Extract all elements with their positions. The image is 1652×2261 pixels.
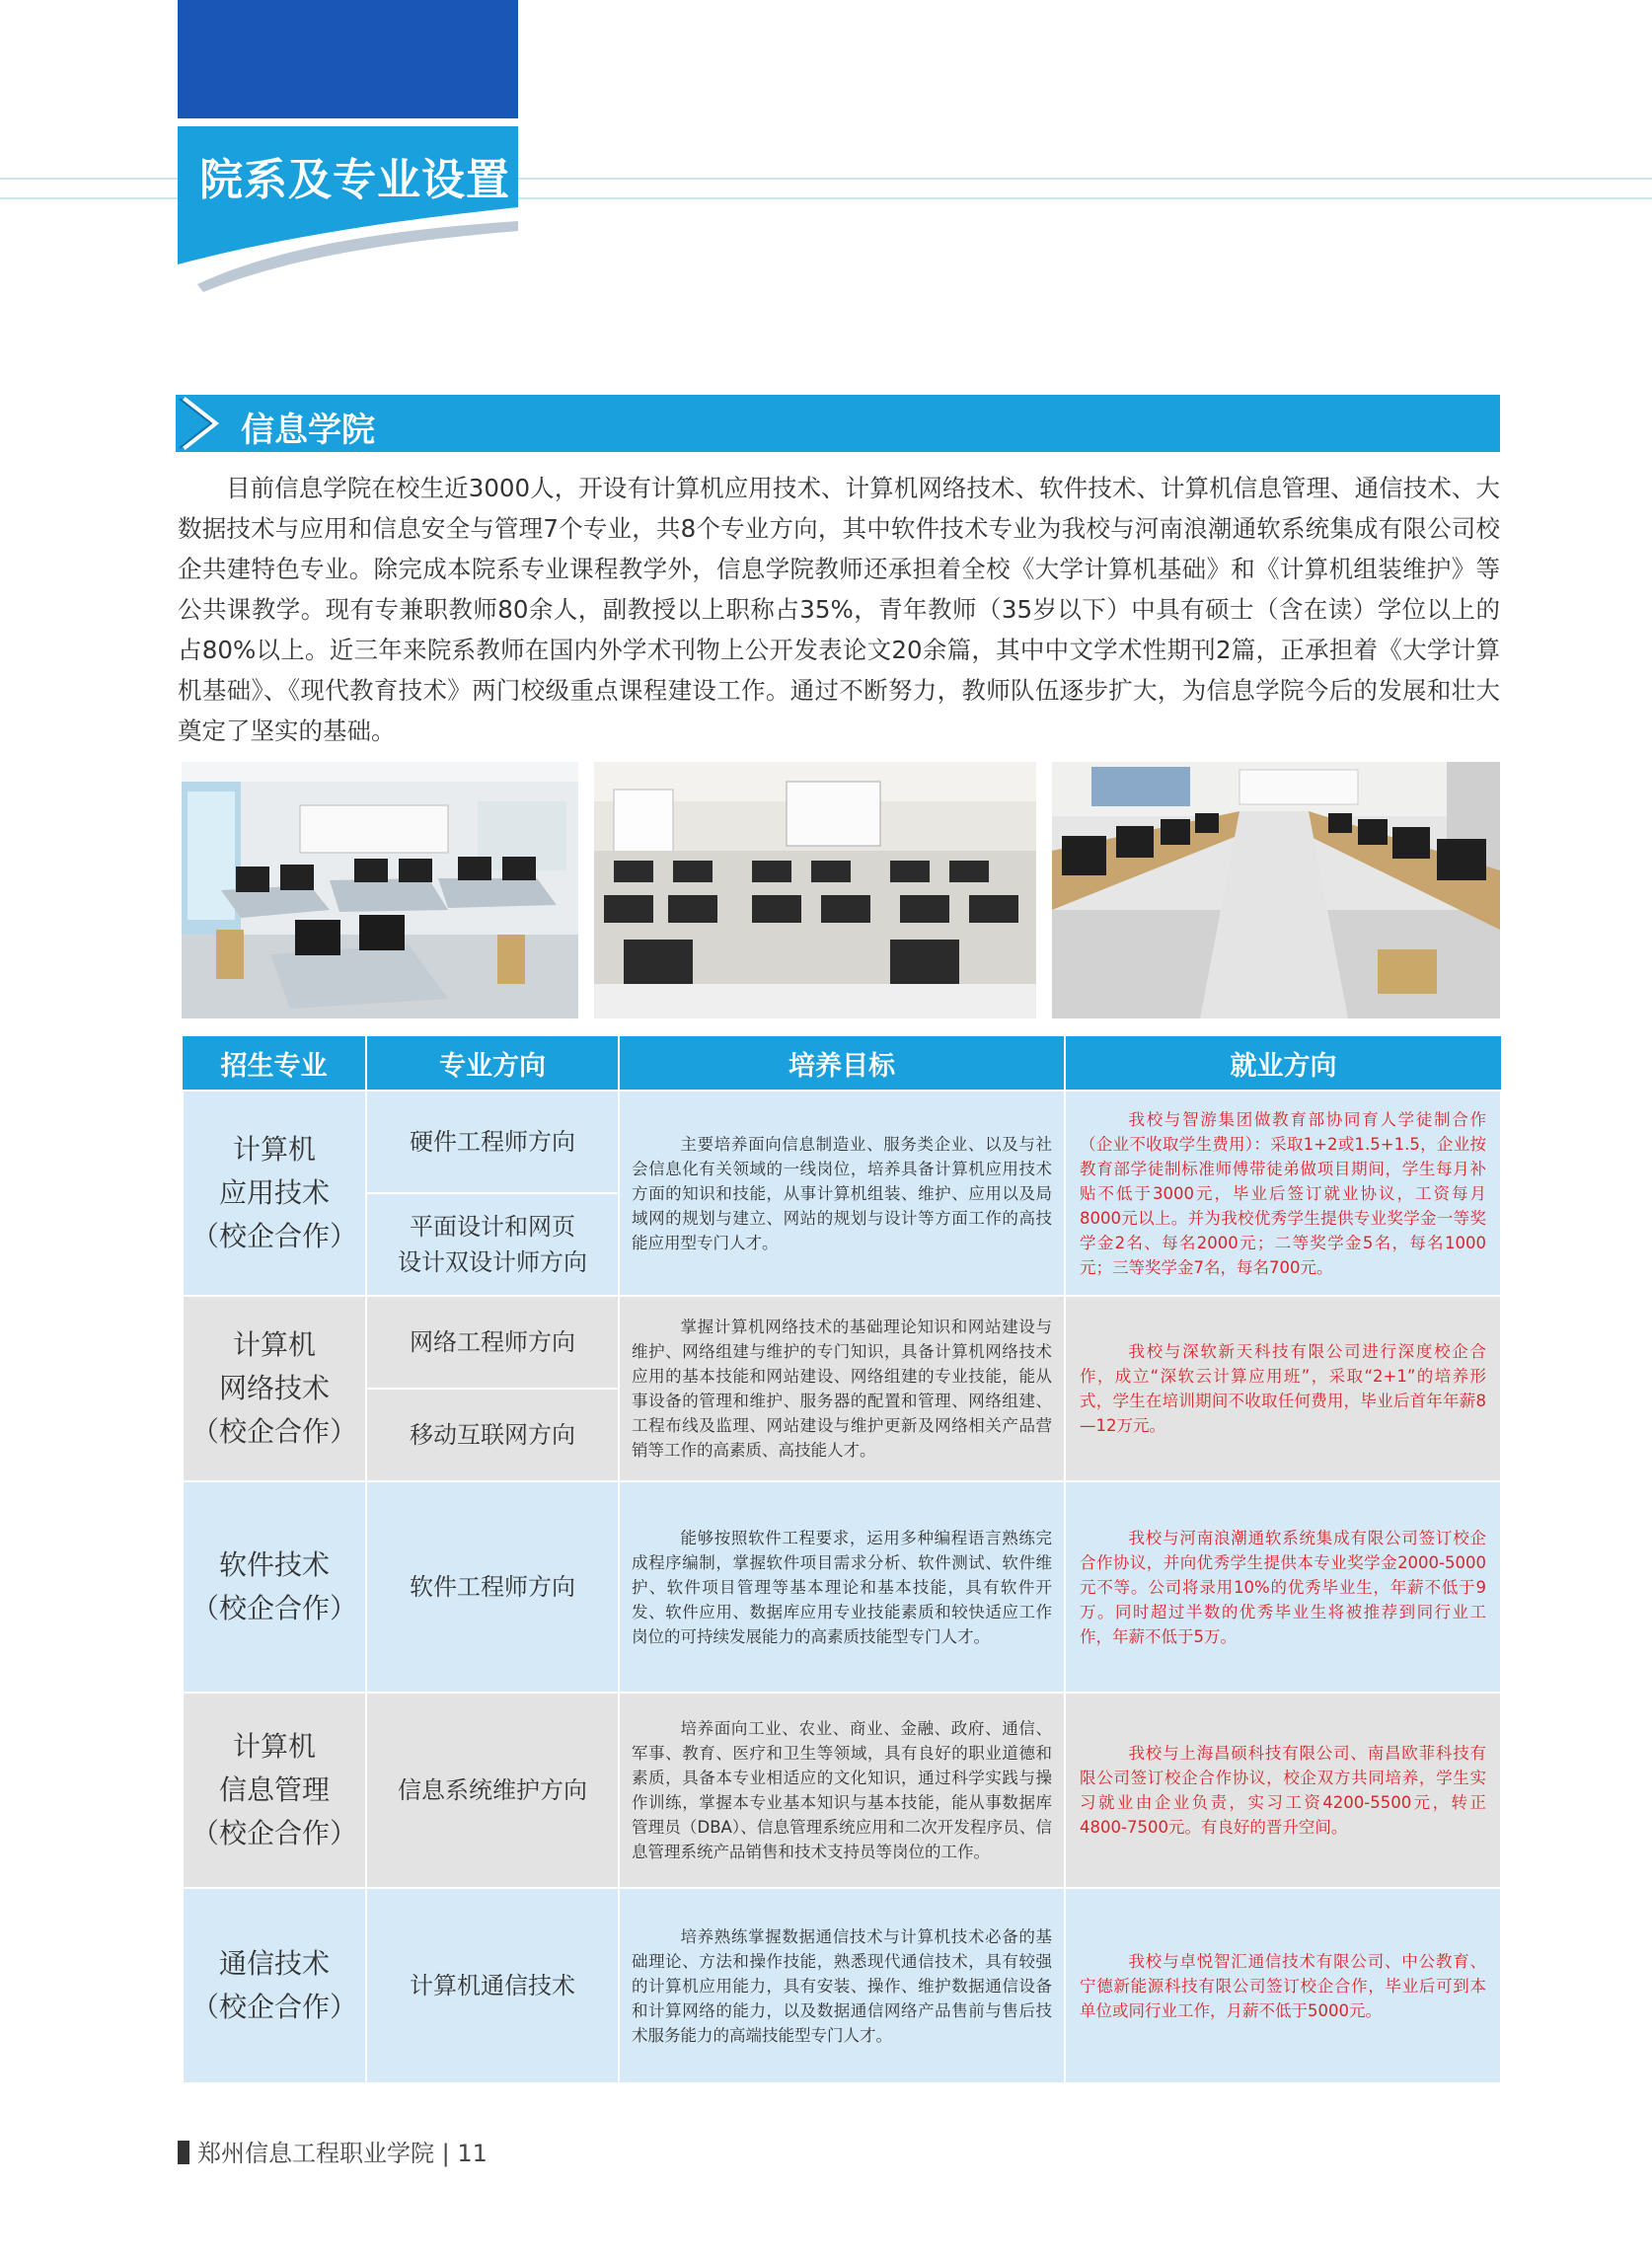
major-direction: 网络工程师方向	[366, 1296, 619, 1389]
major-direction: 硬件工程师方向	[366, 1091, 619, 1193]
major-direction: 信息系统维护方向	[366, 1693, 619, 1888]
header-color-block	[178, 0, 518, 118]
footer-separator: |	[434, 2140, 458, 2167]
major-name: 计算机 应用技术 （校企合作）	[183, 1091, 366, 1296]
major-name: 软件技术 （校企合作）	[183, 1481, 366, 1693]
table-row	[183, 1296, 1501, 1389]
table-row	[183, 1481, 1501, 1693]
major-job: 我校与卓悦智汇通信技术有限公司、中公教育、宁德新能源科技有限公司签订校企合作，毕业后可到本单位或同行业工作，月薪不低于5000元。	[1065, 1888, 1501, 2083]
section-title: 信息学院	[241, 411, 375, 450]
table-row	[183, 1091, 1501, 1193]
major-job: 我校与河南浪潮通软系统集成有限公司签订校企合作协议，并向优秀学生提供本专业奖学金2000-5000元不等。公司将录用10%的优秀毕业生，年薪不低于9万。同时超过半数的优秀毕业生将被推荐到同行业工作，年薪不低于5万。	[1065, 1481, 1501, 1693]
page-title: 院系及专业设置	[199, 155, 510, 205]
majors-table	[182, 1036, 1502, 2084]
computer-lab-photo-1-icon	[182, 762, 578, 1018]
chevron-right-icon	[176, 393, 235, 454]
footer	[178, 2134, 488, 2168]
major-direction: 平面设计和网页 设计双设计师方向	[366, 1193, 619, 1296]
computer-lab-photo-2-icon	[594, 762, 1036, 1018]
section-bar	[178, 395, 1500, 452]
major-goal: 能够按照软件工程要求，运用多种编程语言熟练完成程序编制，掌握软件项目需求分析、软件测试、软件维护、软件项目管理等基本理论和基本技能，具有软件开发、软件应用、数据库应用专业技能素质和较快适应工作岗位的可持续发展能力的高素质技能型专门人才。	[619, 1481, 1065, 1693]
table-row	[183, 1888, 1501, 2083]
major-direction: 软件工程师方向	[366, 1481, 619, 1693]
header-job: 就业方向	[1065, 1036, 1501, 1091]
major-goal: 培养面向工业、农业、商业、金融、政府、通信、军事、教育、医疗和卫生等领域，具有良好的职业道德和素质，具备本专业相适应的文化知识，通过科学实践与操作训练，掌握本专业基本知识与基本技能，能从事数据库管理员（DBA）、信息管理系统应用和二次开发程序员、信息管理系统产品销售和技术支持员等岗位的工作。	[619, 1693, 1065, 1888]
page-number: 11	[457, 2140, 488, 2167]
major-job: 我校与上海昌硕科技有限公司、南昌欧菲科技有限公司签订校企合作协议，校企双方共同培养，学生实习就业由企业负责，实习工资4200-5500元，转正4800-7500元。有良好的晋升空间。	[1065, 1693, 1501, 1888]
header-goal: 培养目标	[619, 1036, 1065, 1091]
major-goal: 培养熟练掌握数据通信技术与计算机技术必备的基础理论、方法和操作技能，熟悉现代通信技术，具有较强的计算机应用能力，具有安装、操作、维护数据通信设备和计算网络的能力，以及数据通信网络产品售前与售后技术服务能力的高端技能型专门人才。	[619, 1888, 1065, 2083]
major-job: 我校与智游集团做教育部协同育人学徒制合作（企业不收取学生费用）：采取1+2或1.5+1.5，企业按教育部学徒制标准师傅带徒弟做项目期间，学生每月补贴不低于3000元，毕业后签订就业协议，工资每月8000元以上。并为我校优秀学生提供专业奖学金一等奖学金2名、每名2000元；二等奖学金5名，每名1000元；三等奖学金7名，每名700元。	[1065, 1091, 1501, 1296]
major-goal: 主要培养面向信息制造业、服务类企业、以及与社会信息化有关领域的一线岗位，培养具备计算机应用技术方面的知识和技能，从事计算机组装、维护、应用以及局域网的规划与建立、网站的规划与设计等方面工作的高技能应用型专门人才。	[619, 1091, 1065, 1296]
header-major: 招生专业	[183, 1036, 366, 1091]
major-name: 计算机 信息管理 （校企合作）	[183, 1693, 366, 1888]
computer-lab-photo-3-icon	[1052, 762, 1500, 1018]
major-direction: 计算机通信技术	[366, 1888, 619, 2083]
footer-mark-icon	[178, 2141, 189, 2164]
table-header-row	[183, 1036, 1501, 1091]
table-row	[183, 1693, 1501, 1888]
header-direction: 专业方向	[366, 1036, 619, 1091]
major-name: 计算机 网络技术 （校企合作）	[183, 1296, 366, 1481]
major-job: 我校与深软新天科技有限公司进行深度校企合作，成立“深软云计算应用班”，采取“2+1”的培养形式，学生在培训期间不收取任何费用，毕业后首年年薪8—12万元。	[1065, 1296, 1501, 1481]
major-direction: 移动互联网方向	[366, 1389, 619, 1481]
intro-paragraph: 目前信息学院在校生近3000人，开设有计算机应用技术、计算机网络技术、软件技术、计算机信息管理、通信技术、大数据技术与应用和信息安全与管理7个专业，共8个专业方向，其中软件技术专业为我校与河南浪潮通软系统集成有限公司校企共建特色专业。除完成本院系专业课程教学外，信息学院教师还承担着全校《大学计算机基础》和《计算机组装维护》等公共课教学。现有专兼职教师80余人，副教授以上职称占35%，青年教师（35岁以下）中具有硕士（含在读）学位以上的占80%以上。近三年来院系教师在国内外学术刊物上公开发表论文20余篇，其中中文学术性期刊2篇，正承担着《大学计算机基础》、《现代教育技术》两门校级重点课程建设工作。通过不断努力，教师队伍逐步扩大，为信息学院今后的发展和壮大奠定了坚实的基础。	[178, 474, 1500, 745]
major-goal: 掌握计算机网络技术的基础理论知识和网站建设与维护、网络组建与维护的专门知识，具备计算机网络技术应用的基本技能和网站建设、网络组建的专业技能，能从事设备的管理和维护、服务器的配置和管理、网络组建、工程布线及监理、网站建设与维护更新及网络相关产品营销等工作的高素质、高技能人才。	[619, 1296, 1065, 1481]
footer-school-name: 郑州信息工程职业学院	[197, 2140, 434, 2167]
major-name: 通信技术 （校企合作）	[183, 1888, 366, 2083]
